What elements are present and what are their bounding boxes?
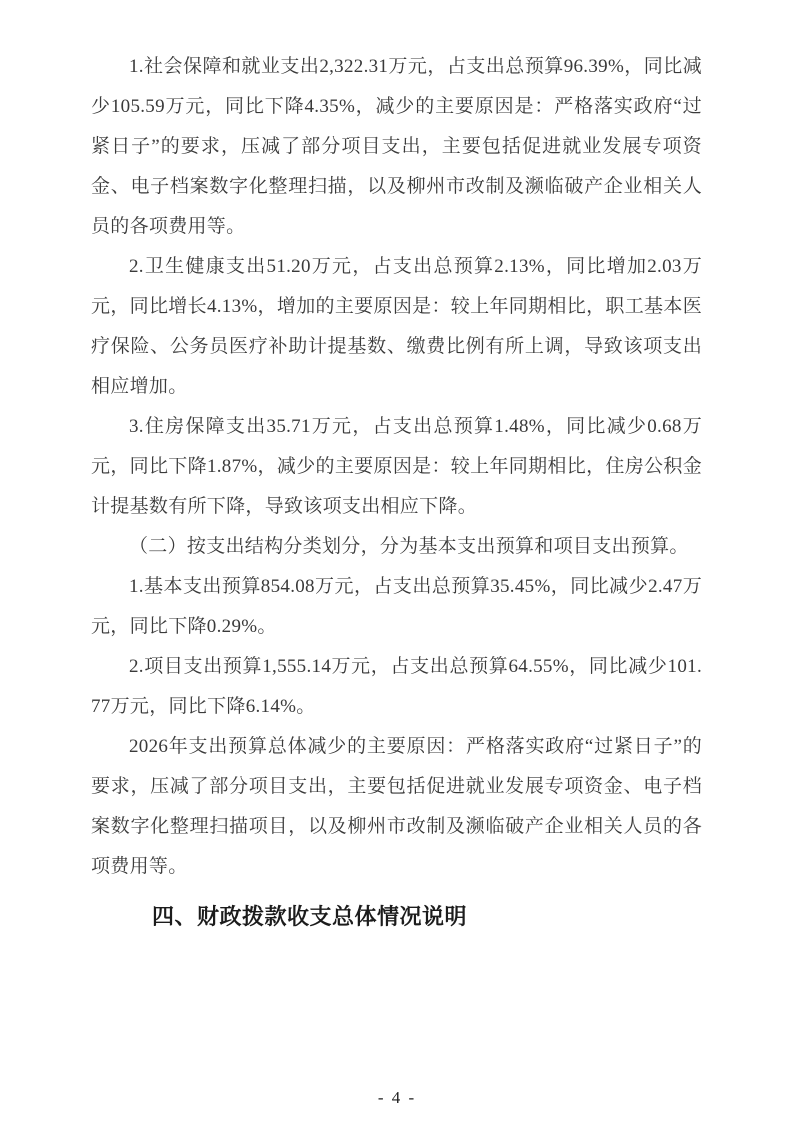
paragraph-basic-expenditure-budget: 1.基本支出预算854.08万元，占支出总预算35.45%，同比减少2.47万元，同比下降0.29%。 — [91, 576, 702, 637]
page-footer — [0, 1088, 794, 1108]
paragraph-social-security-employment-expenditure: 1.社会保障和就业支出2,322.31万元，占支出总预算96.39%，同比减少105.59万元，同比下降4.35%，减少的主要原因是：严格落实政府“过紧日子”的要求，压减了部分项目支出，主要包括促进就业发展专项资金、电子档案数字化整理扫描，以及柳州市改制及濒临破产企业相关人员的各项费用等。 — [91, 56, 702, 237]
paragraph-housing-security-expenditure: 3.住房保障支出35.71万元，占支出总预算1.48%，同比减少0.68万元，同比下降1.87%，减少的主要原因是：较上年同期相比，住房公积金计提基数有所下降，导致该项支出相应下降。 — [91, 416, 702, 517]
paragraph-2026-budget-reduction-reason: 2026年支出预算总体减少的主要原因：严格落实政府“过紧日子”的要求，压减了部分项目支出，主要包括促进就业发展专项资金、电子档案数字化整理扫描项目，以及柳州市改制及濒临破产企业相关人员的各项费用等。 — [91, 736, 702, 877]
section-heading-fiscal-appropriation-overview: 四、财政拨款收支总体情况说明 — [152, 904, 468, 929]
paragraph-health-expenditure: 2.卫生健康支出51.20万元，占支出总预算2.13%，同比增加2.03万元，同比增长4.13%，增加的主要原因是：较上年同期相比，职工基本医疗保险、公务员医疗补助计提基数、缴费比例有所上调，导致该项支出相应增加。 — [91, 256, 702, 397]
document-body — [91, 47, 702, 937]
paragraph-project-expenditure-budget: 2.项目支出预算1,555.14万元，占支出总预算64.55%，同比减少101.77万元，同比下降6.14%。 — [91, 656, 702, 717]
paragraph-expenditure-structure-classification: （二）按支出结构分类划分，分为基本支出预算和项目支出预算。 — [129, 536, 689, 557]
page-number: - 4 - — [377, 1088, 417, 1107]
